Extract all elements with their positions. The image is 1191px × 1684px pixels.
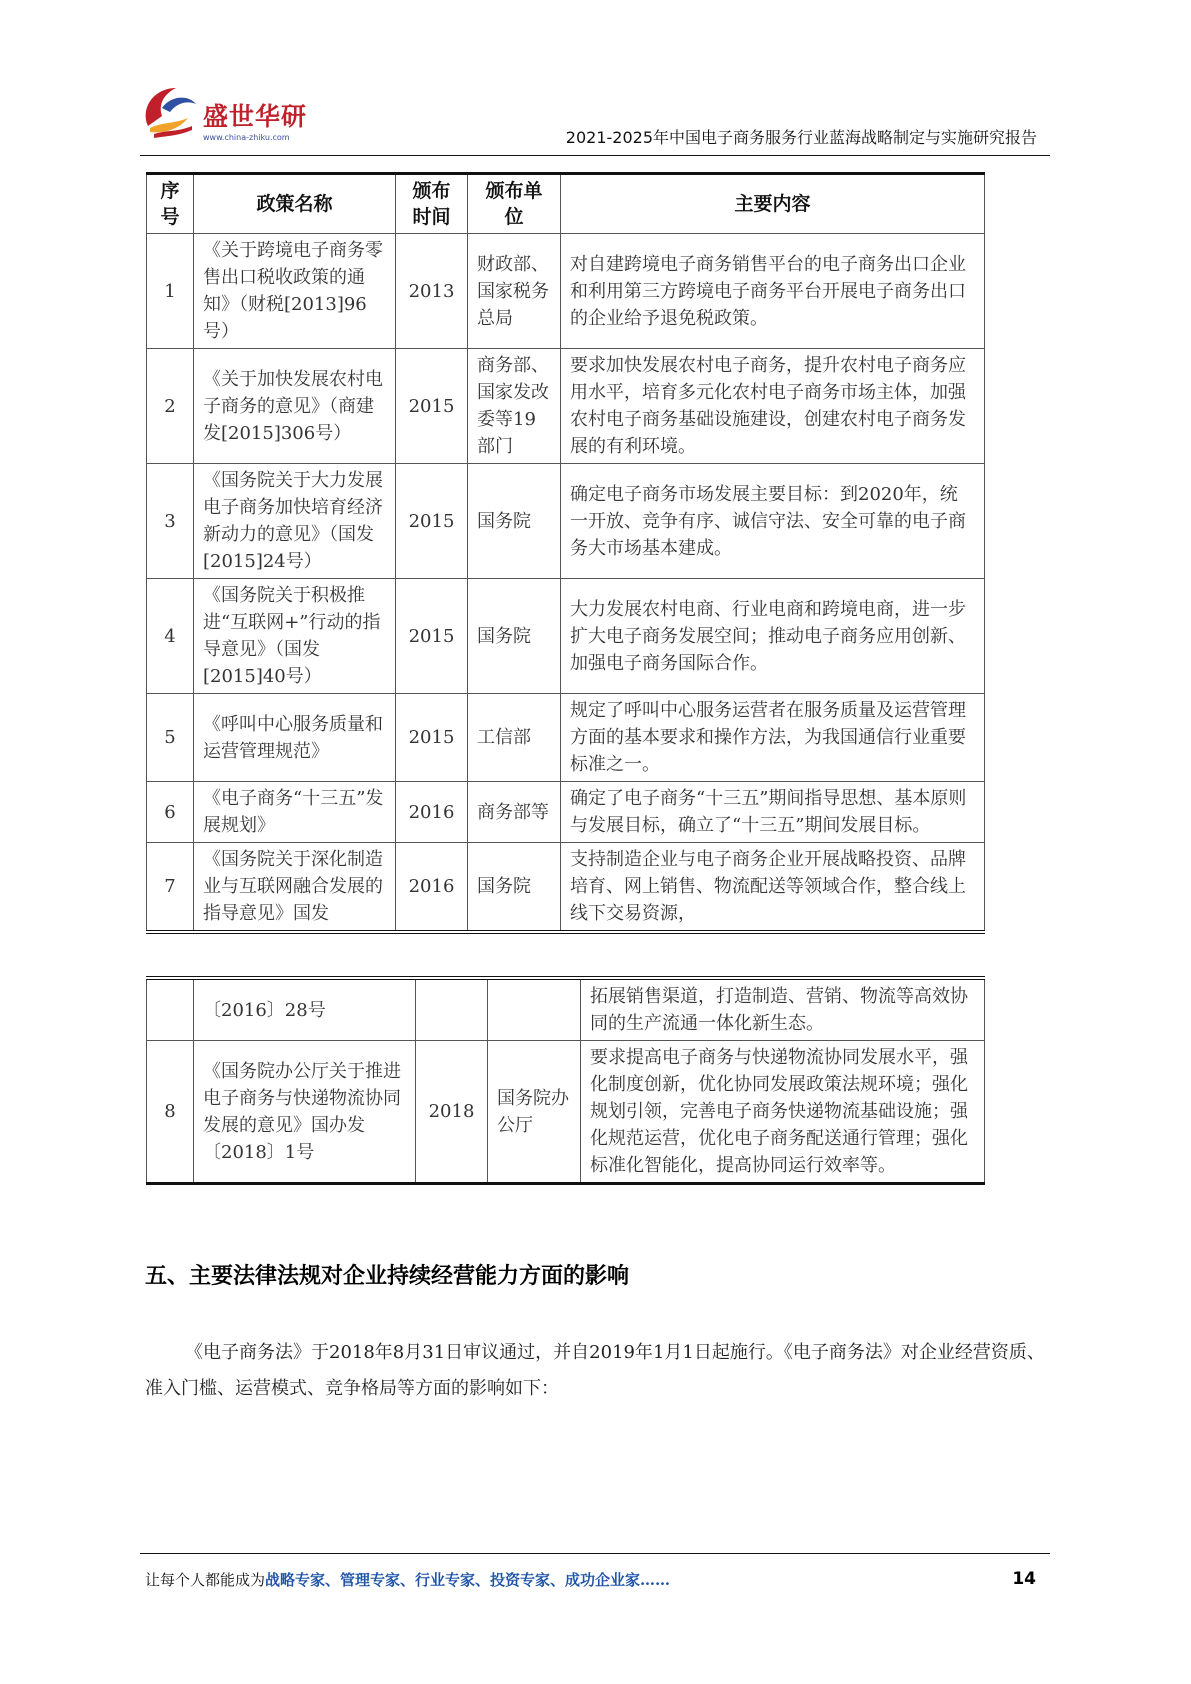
header-cell-content: 主要内容 [561,174,985,234]
logo-emblem-icon [140,82,202,144]
logo-url: www.china-zhiku.com [203,133,290,142]
policy-table [146,172,985,934]
table-row [147,579,985,694]
cell-issuer: 商务部、国家发改委等19部门 [468,349,561,464]
cell-year: 2013 [396,234,468,349]
cell-year: 2016 [396,843,468,933]
cell-content: 大力发展农村电商、行业电商和跨境电商，进一步扩大电子商务发展空间；推动电子商务应用创新、加强电子商务国际合作。 [561,579,985,694]
footer-slogan-lead: 让每个人都能成为 [145,1571,266,1589]
cell-policy-name: 〔2016〕28号 [194,978,416,1041]
cell-no: 7 [147,843,194,933]
table-row [147,1041,985,1184]
cell-issuer: 国务院 [468,464,561,579]
cell-content: 要求加快发展农村电子商务，提升农村电子商务应用水平，培育多元化农村电子商务市场主体，加强农村电子商务基础设施建设，创建农村电子商务发展的有利环境。 [561,349,985,464]
cell-policy-name: 《国务院关于积极推进“互联网+”行动的指导意见》（国发[2015]40号） [194,579,396,694]
cell-policy-name: 《关于加快发展农村电子商务的意见》（商建发[2015]306号） [194,349,396,464]
cell-issuer: 国务院 [468,579,561,694]
cell-content: 要求提高电子商务与快递物流协同发展水平，强化制度创新，优化协同发展政策法规环境；强化规划引领，完善电子商务快递物流基础设施；强化规范运营，优化电子商务配送通行管理；强化标准化智能化，提高协同运行效率等。 [581,1041,985,1184]
header-cell-issuer: 颁布单位 [468,174,561,234]
footer-divider [140,1553,1050,1554]
footer-slogan-highlight: 战略专家、管理专家、行业专家、投资专家、成功企业家…… [265,1571,671,1589]
cell-content: 拓展销售渠道，打造制造、营销、物流等高效协同的生产流通一体化新生态。 [581,978,985,1041]
cell-year: 2016 [396,782,468,843]
logo-name: 盛世华研 [203,102,308,131]
cell-issuer: 商务部等 [468,782,561,843]
cell-year: 2015 [396,349,468,464]
company-logo [140,80,315,150]
cell-no: 5 [147,694,194,782]
header-divider [140,155,1050,156]
cell-issuer: 财政部、国家税务总局 [468,234,561,349]
header-cell-no: 序号 [147,174,194,234]
report-title: 2021-2025年中国电子商务服务行业蓝海战略制定与实施研究报告 [565,128,1037,147]
table-row [147,843,985,933]
cell-policy-name: 《国务院办公厅关于推进电子商务与快递物流协同发展的意见》国办发〔2018〕1号 [194,1041,416,1184]
header-cell-year: 颁布时间 [396,174,468,234]
cell-content: 确定电子商务市场发展主要目标：到2020年，统一开放、竞争有序、诚信守法、安全可靠的电子商务大市场基本建成。 [561,464,985,579]
body-paragraph: 《电子商务法》于2018年8月31日审议通过，并自2019年1月1日起施行。《电子商务法》对企业经营资质、准入门槛、运营模式、竞争格局等方面的影响如下： [145,1342,1045,1399]
cell-year [416,978,488,1041]
cell-no: 8 [147,1041,194,1184]
cell-year: 2015 [396,694,468,782]
cell-issuer: 国务院办公厅 [488,1041,581,1184]
cell-content: 确定了电子商务“十三五”期间指导思想、基本原则与发展目标，确立了“十三五”期间发展目标。 [561,782,985,843]
policy-table-continued [146,976,985,1185]
footer-slogan [145,1570,670,1590]
table-header-row [147,174,985,234]
cell-policy-name: 《国务院关于大力发展电子商务加快培育经济新动力的意见》（国发[2015]24号） [194,464,396,579]
cell-no: 2 [147,349,194,464]
cell-no: 1 [147,234,194,349]
cell-issuer: 工信部 [468,694,561,782]
cell-policy-name: 《关于跨境电子商务零售出口税收政策的通知》（财税[2013]96号） [194,234,396,349]
cell-year: 2015 [396,464,468,579]
table-row [147,782,985,843]
page-header [0,0,1191,160]
table-row [147,234,985,349]
cell-no: 4 [147,579,194,694]
table-row [147,694,985,782]
cell-no [147,978,194,1041]
table-row [147,464,985,579]
cell-issuer [488,978,581,1041]
table-row [147,349,985,464]
page-number: 14 [1012,1569,1036,1589]
cell-no: 3 [147,464,194,579]
cell-content: 规定了呼叫中心服务运营者在服务质量及运营管理方面的基本要求和操作方法，为我国通信行业重要标准之一。 [561,694,985,782]
cell-issuer: 国务院 [468,843,561,933]
section-heading: 五、主要法律法规对企业持续经营能力方面的影响 [145,1264,630,1289]
cell-policy-name: 《呼叫中心服务质量和运营管理规范》 [194,694,396,782]
cell-no: 6 [147,782,194,843]
table-row-continuation [147,978,985,1041]
cell-year: 2015 [396,579,468,694]
cell-year: 2018 [416,1041,488,1184]
cell-policy-name: 《国务院关于深化制造业与互联网融合发展的指导意见》国发 [194,843,396,933]
header-cell-name: 政策名称 [194,174,396,234]
cell-content: 对自建跨境电子商务销售平台的电子商务出口企业和利用第三方跨境电子商务平台开展电子商务出口的企业给予退免税政策。 [561,234,985,349]
cell-policy-name: 《电子商务“十三五”发展规划》 [194,782,396,843]
cell-content: 支持制造企业与电子商务企业开展战略投资、品牌培育、网上销售、物流配送等领域合作，整合线上线下交易资源， [561,843,985,933]
